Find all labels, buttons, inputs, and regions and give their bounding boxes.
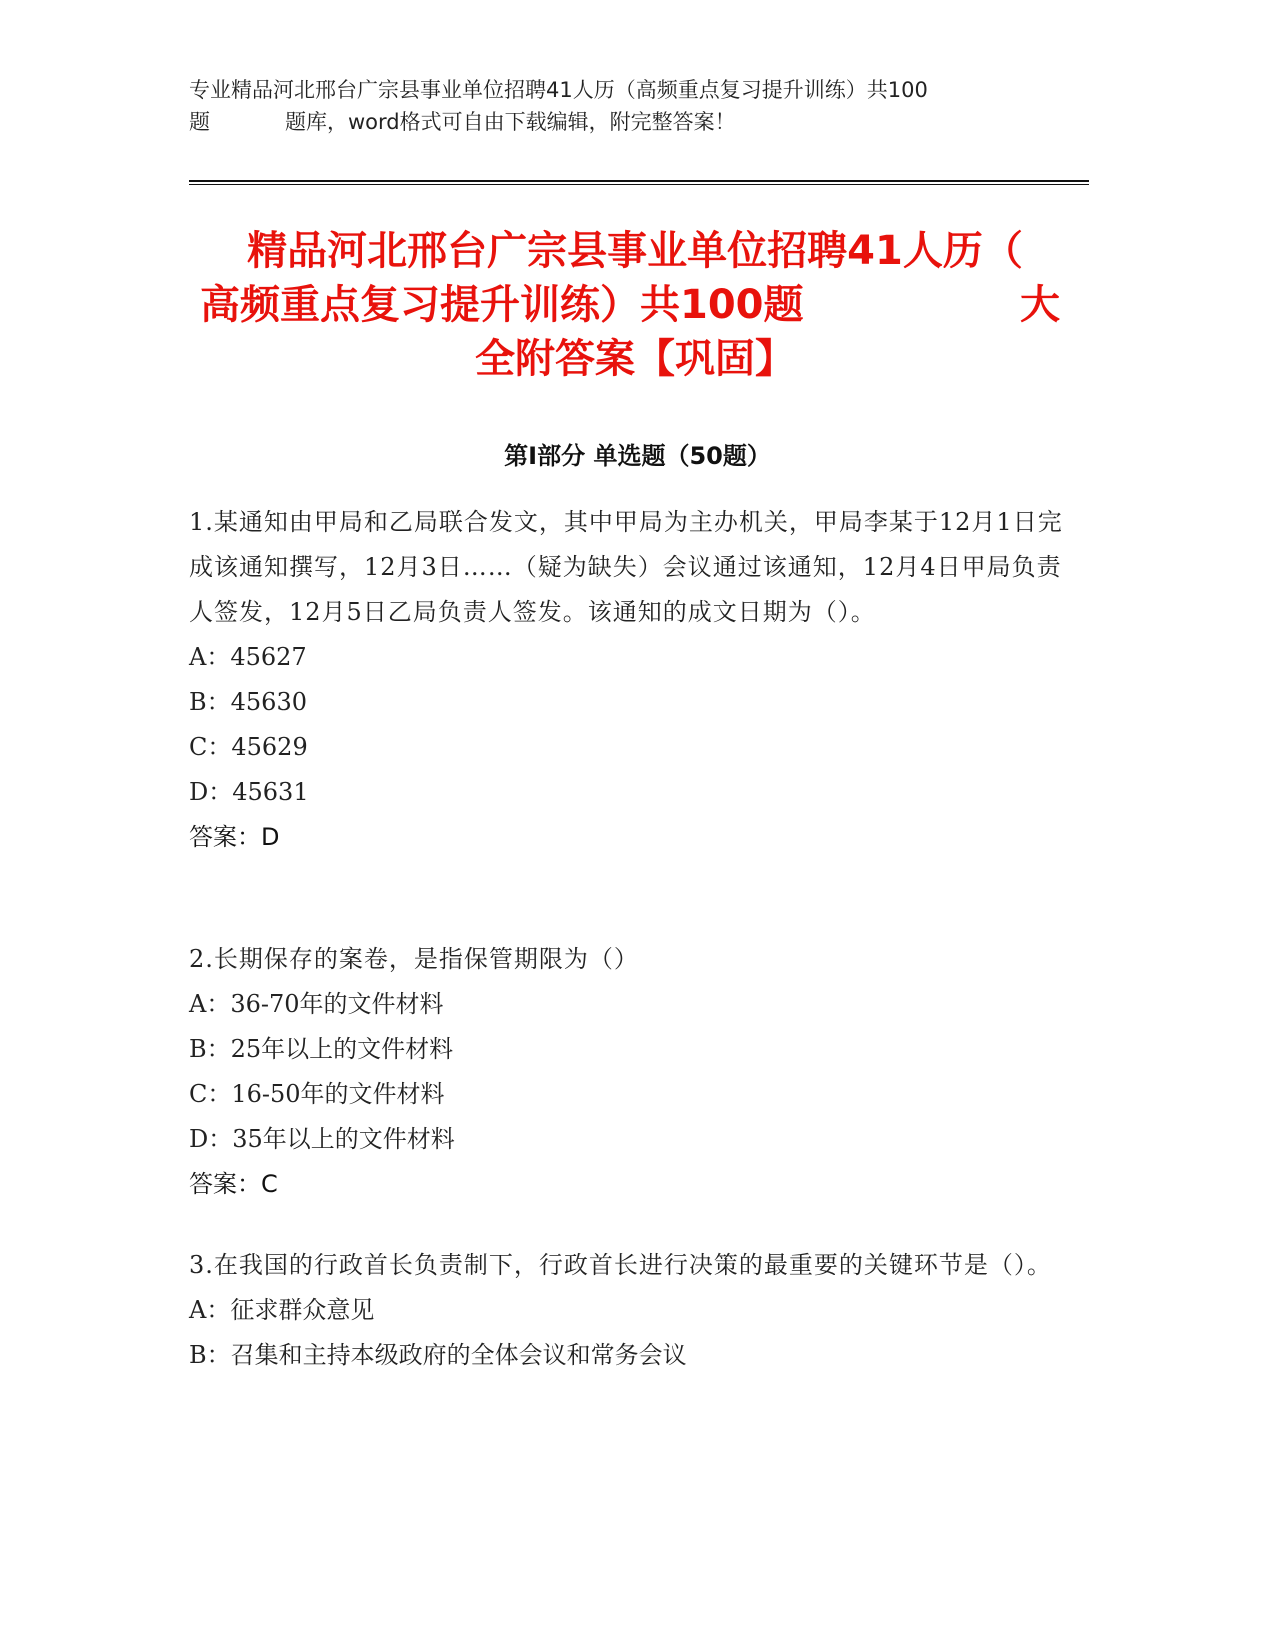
option-c: C：16-50年的文件材料 (189, 1080, 445, 1108)
answer: 答案：D (189, 823, 280, 851)
answer: 答案：C (189, 1170, 278, 1198)
option-a: A：45627 (189, 643, 307, 671)
document-title (180, 224, 1090, 386)
option-a: A：36-70年的文件材料 (189, 990, 444, 1018)
question-2 (189, 937, 1069, 1207)
title-line-3: 全附答案【巩固】 (475, 336, 795, 382)
title-line-1: 精品河北邢台广宗县事业单位招聘41人历（ (247, 228, 1023, 274)
header-gap (210, 106, 285, 138)
option-a: A：征求群众意见 (189, 1296, 375, 1324)
title-line-2 (180, 278, 1090, 332)
header-line-2a: 题 (189, 110, 210, 134)
title-line-2b: 大 (1020, 282, 1060, 328)
option-b: B：45630 (189, 688, 307, 716)
option-d: D：45631 (189, 778, 309, 806)
page-header (189, 74, 1089, 138)
option-b: B：召集和主持本级政府的全体会议和常务会议 (189, 1341, 687, 1369)
question-stem: 1.某通知由甲局和乙局联合发文，其中甲局为主办机关，甲局李某于12月1日完成该通知撰写，12月3日……（疑为缺失）会议通过该通知，12月4日甲局负责人签发，12月5日乙局负责人签发。该通知的成文日期为（）。 (189, 508, 1063, 626)
title-line-2a: 高频重点复习提升训练）共100题 (200, 282, 804, 328)
question-3 (189, 1243, 1069, 1378)
question-stem: 3.在我国的行政首长负责制下，行政首长进行决策的最重要的关键环节是（）。 (189, 1251, 1052, 1279)
option-b: B：25年以上的文件材料 (189, 1035, 454, 1063)
section-heading: 第Ⅰ部分 单选题（50题） (504, 442, 771, 470)
option-c: C：45629 (189, 733, 308, 761)
header-line-1: 专业精品河北邢台广宗县事业单位招聘41人历（高频重点复习提升训练）共100 (189, 78, 928, 102)
header-rule-thick (189, 180, 1089, 182)
header-rule-thin (189, 184, 1089, 185)
question-stem: 2.长期保存的案卷，是指保管期限为（） (189, 945, 639, 973)
header-line-2b: 题库，word格式可自由下载编辑，附完整答案！ (285, 110, 736, 134)
question-1 (189, 500, 1069, 860)
header-line-2 (189, 106, 1089, 138)
option-d: D：35年以上的文件材料 (189, 1125, 455, 1153)
